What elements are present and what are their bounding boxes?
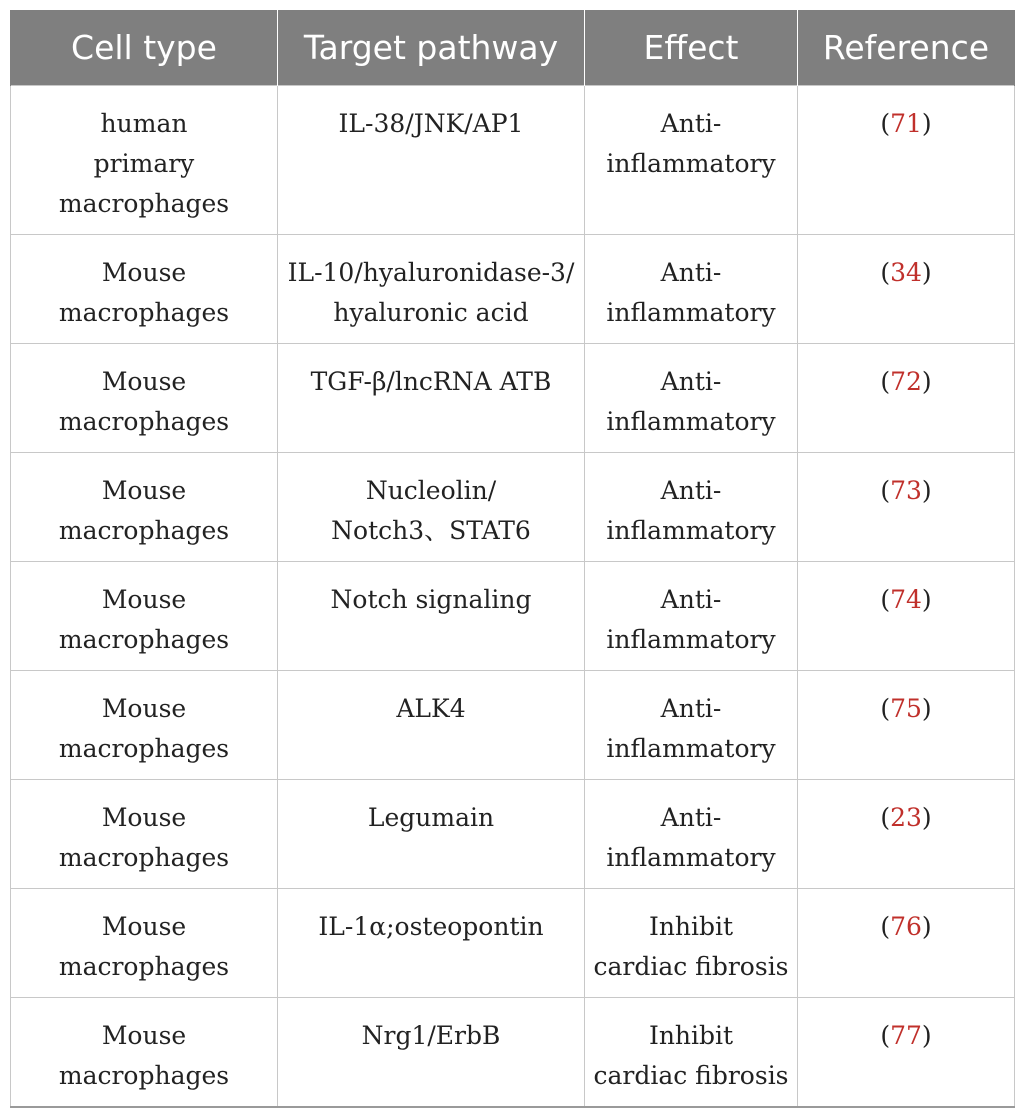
effect-cell — [585, 889, 798, 998]
table-row — [11, 998, 1015, 1108]
effect-cell — [585, 344, 798, 453]
target-pathway-cell — [278, 344, 585, 453]
reference-link[interactable]: 77 — [890, 1021, 922, 1050]
target-pathway-cell — [278, 780, 585, 889]
reference-link[interactable]: 72 — [890, 367, 922, 396]
effect-cell — [585, 998, 798, 1108]
target-pathway-cell-line: Notch signaling — [330, 585, 532, 614]
effect-cell — [585, 562, 798, 671]
target-pathway-cell-line: Notch3、STAT6 — [331, 516, 531, 545]
paren-open: ( — [880, 258, 891, 287]
effect-cell-line: Anti- — [660, 694, 722, 723]
paren-open: ( — [880, 476, 891, 505]
effect-cell-line: cardiac fibrosis — [593, 952, 789, 981]
cell-type-cell — [11, 344, 278, 453]
paren-open: ( — [880, 912, 891, 941]
table-row — [11, 889, 1015, 998]
table-row — [11, 453, 1015, 562]
reference-cell — [798, 998, 1015, 1108]
cell-type-cell-line: Mouse macrophages — [58, 1021, 230, 1090]
effect-cell-line: Anti- — [660, 585, 722, 614]
reference-link[interactable]: 71 — [890, 109, 922, 138]
paren-close: ) — [921, 258, 932, 287]
target-pathway-cell-line: hyaluronic acid — [333, 298, 529, 327]
table-row — [11, 671, 1015, 780]
effect-cell-line: inflammatory — [606, 734, 776, 763]
paren-close: ) — [921, 585, 932, 614]
table-row — [11, 562, 1015, 671]
reference-cell — [798, 889, 1015, 998]
cell-type-cell — [11, 889, 278, 998]
target-pathway-cell — [278, 86, 585, 235]
cell-type-cell — [11, 562, 278, 671]
data-table-container — [10, 10, 1014, 1108]
reference-link[interactable]: 74 — [890, 585, 922, 614]
effect-cell-line: inflammatory — [606, 298, 776, 327]
target-pathway-cell-line: Legumain — [367, 803, 495, 832]
target-pathway-cell-line: IL-1α;osteopontin — [318, 912, 544, 941]
effect-cell-line: Anti- — [660, 109, 722, 138]
paren-close: ) — [921, 109, 932, 138]
cell-type-cell-line: Mouse macrophages — [58, 258, 230, 327]
effect-cell-line: Anti- — [660, 258, 722, 287]
cell-type-cell-line: primary — [93, 149, 195, 178]
cell-type-cell-line: Mouse macrophages — [58, 912, 230, 981]
cell-type-cell-line: Mouse macrophages — [58, 803, 230, 872]
effect-cell-line: inflammatory — [606, 149, 776, 178]
target-pathway-cell — [278, 235, 585, 344]
paren-open: ( — [880, 694, 891, 723]
effect-cell-line: Anti- — [660, 367, 722, 396]
effect-cell-line: Inhibit — [648, 1021, 734, 1050]
cell-type-cell-line: Mouse macrophages — [58, 367, 230, 436]
target-pathway-cell-line: Nrg1/ErbB — [361, 1021, 501, 1050]
cell-type-cell — [11, 86, 278, 235]
paren-close: ) — [921, 367, 932, 396]
paren-close: ) — [921, 912, 932, 941]
cell-type-cell-line: Mouse macrophages — [58, 476, 230, 545]
table-row — [11, 235, 1015, 344]
effect-cell — [585, 86, 798, 235]
paren-open: ( — [880, 1021, 891, 1050]
paren-close: ) — [921, 694, 932, 723]
reference-cell — [798, 86, 1015, 235]
table-row — [11, 344, 1015, 453]
table-body — [11, 86, 1015, 1108]
paren-open: ( — [880, 803, 891, 832]
effect-cell — [585, 780, 798, 889]
cell-type-cell — [11, 998, 278, 1108]
cell-type-cell-line: macrophages — [58, 189, 230, 218]
target-pathway-cell — [278, 453, 585, 562]
header-cell-type: Cell type — [11, 10, 278, 86]
cell-type-cell-line: Mouse macrophages — [58, 585, 230, 654]
cell-type-cell — [11, 235, 278, 344]
cell-type-cell — [11, 671, 278, 780]
target-pathway-cell-line: IL-10/hyaluronidase-3/ — [287, 258, 575, 287]
cell-type-cell-line: Mouse macrophages — [58, 694, 230, 763]
reference-link[interactable]: 76 — [890, 912, 922, 941]
data-table — [10, 10, 1015, 1108]
target-pathway-cell-line: TGF-β/lncRNA ATB — [310, 367, 552, 396]
target-pathway-cell-line: IL-38/JNK/AP1 — [338, 109, 524, 138]
reference-link[interactable]: 75 — [890, 694, 922, 723]
effect-cell-line: Anti- — [660, 803, 722, 832]
table-row — [11, 86, 1015, 235]
reference-cell — [798, 344, 1015, 453]
header-target-pathway: Target pathway — [278, 10, 585, 86]
effect-cell-line: inflammatory — [606, 625, 776, 654]
paren-open: ( — [880, 367, 891, 396]
reference-cell — [798, 453, 1015, 562]
reference-link[interactable]: 34 — [890, 258, 922, 287]
effect-cell — [585, 453, 798, 562]
effect-cell-line: inflammatory — [606, 843, 776, 872]
header-row — [11, 10, 1015, 86]
effect-cell-line: inflammatory — [606, 407, 776, 436]
reference-cell — [798, 780, 1015, 889]
effect-cell — [585, 235, 798, 344]
paren-open: ( — [880, 585, 891, 614]
effect-cell — [585, 671, 798, 780]
effect-cell-line: Anti- — [660, 476, 722, 505]
effect-cell-line: inflammatory — [606, 516, 776, 545]
reference-link[interactable]: 73 — [890, 476, 922, 505]
effect-cell-line: cardiac fibrosis — [593, 1061, 789, 1090]
reference-cell — [798, 562, 1015, 671]
reference-link[interactable]: 23 — [890, 803, 922, 832]
header-effect: Effect — [585, 10, 798, 86]
paren-close: ) — [921, 803, 932, 832]
header-reference: Reference — [798, 10, 1015, 86]
target-pathway-cell — [278, 562, 585, 671]
paren-close: ) — [921, 476, 932, 505]
cell-type-cell — [11, 453, 278, 562]
paren-close: ) — [921, 1021, 932, 1050]
reference-cell — [798, 235, 1015, 344]
cell-type-cell — [11, 780, 278, 889]
target-pathway-cell — [278, 998, 585, 1108]
effect-cell-line: Inhibit — [648, 912, 734, 941]
target-pathway-cell-line: Nucleolin/ — [365, 476, 497, 505]
cell-type-cell-line: human — [100, 109, 188, 138]
target-pathway-cell — [278, 671, 585, 780]
target-pathway-cell-line: ALK4 — [396, 694, 466, 723]
reference-cell — [798, 671, 1015, 780]
target-pathway-cell — [278, 889, 585, 998]
paren-open: ( — [880, 109, 891, 138]
table-row — [11, 780, 1015, 889]
